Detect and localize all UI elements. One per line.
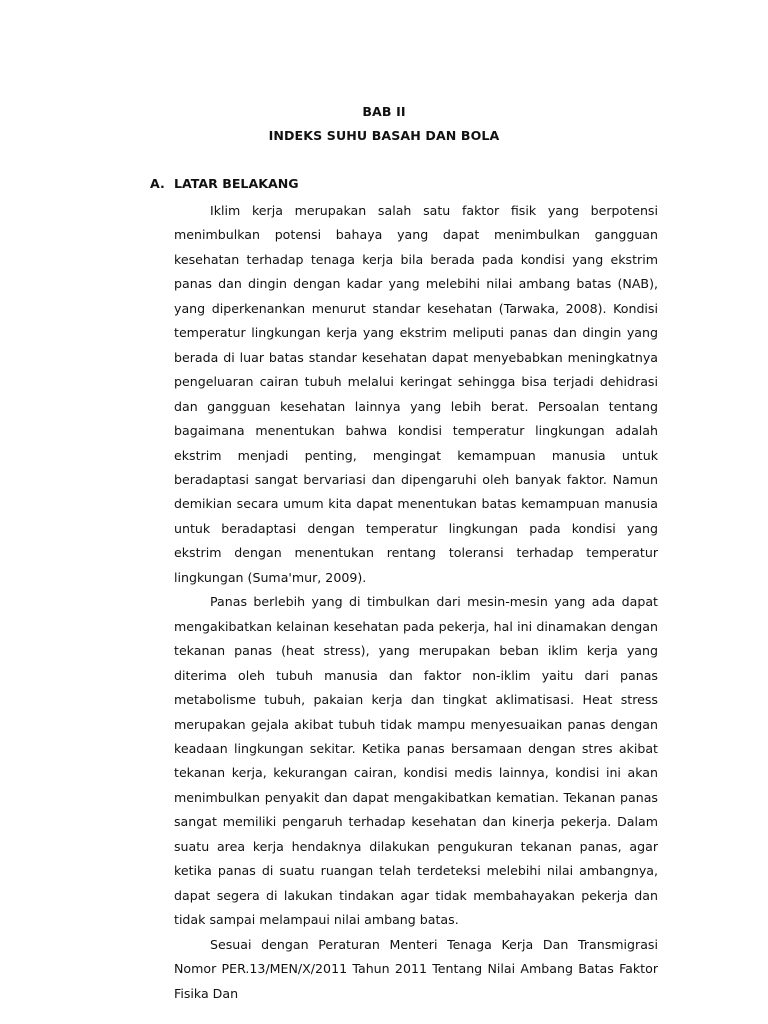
paragraph: Iklim kerja merupakan salah satu faktor fisik yang berpotensi menimbulkan potensi bahaya yang dapat menimbulkan gangguan kesehatan terhadap tenaga kerja bila berada pada kondisi yang ekstrim panas dan dingin dengan kadar yang melebihi nilai ambang batas (NAB), yang diperkenankan menurut standar kesehatan (Tarwaka, 2008). Kondisi temperatur lingkungan kerja yang ekstrim meliputi panas dan dingin yang berada di luar batas standar kesehatan dapat menyebabkan meningkatnya pengeluaran cairan tubuh melalui keringat sehingga bisa terjadi dehidrasi dan gangguan kesehatan lainnya yang lebih berat. Persoalan tentang bagaimana menentukan bahwa kondisi temperatur lingkungan adalah ekstrim menjadi penting, mengingat kemampuan manusia untuk beradaptasi sangat bervariasi dan dipengaruhi oleh banyak faktor. Namun demikian secara umum kita dapat menentukan batas kemampuan manusia untuk beradaptasi dengan temperatur lingkungan pada kondisi yang ekstrim dengan menentukan rentang toleransi terhadap temperatur lingkungan (Suma'mur, 2009).: [174, 203, 658, 585]
paragraph: Sesuai dengan Peraturan Menteri Tenaga Kerja Dan Transmigrasi Nomor PER.13/MEN/X/2011 Tahun 2011 Tentang Nilai Ambang Batas Faktor Fisika Dan: [174, 936, 658, 1001]
section-letter: A.: [150, 176, 165, 191]
body-text: [174, 199, 658, 1006]
paragraph: Panas berlebih yang di timbulkan dari mesin-mesin yang ada dapat mengakibatkan kelainan kesehatan pada pekerja, hal ini dinamakan dengan tekanan panas (heat stress), yang merupakan beban iklim kerja yang diterima oleh tubuh manusia dan faktor non-iklim yaitu dari panas metabolisme tubuh, pakaian kerja dan tingkat aklimatisasi. Heat stress merupakan gejala akibat tubuh tidak mampu menyesuaikan panas dengan keadaan lingkungan sekitar. Ketika panas bersamaan dengan stres akibat tekanan kerja, kekurangan cairan, kondisi medis lainnya, kondisi ini akan menimbulkan penyakit dan dapat mengakibatkan kematian. Tekanan panas sangat memiliki pengaruh terhadap kesehatan dan kinerja pekerja. Dalam suatu area kerja hendaknya dilakukan pengukuran tekanan panas, agar ketika panas di suatu ruangan telah terdeteksi melebihi nilai ambangnya, dapat segera di lakukan tindakan agar tidak membahayakan pekerja dan tidak sampai melampaui nilai ambang batas.: [174, 594, 658, 928]
chapter-title: INDEKS SUHU BASAH DAN BOLA: [268, 128, 500, 143]
chapter-heading: BAB II: [362, 104, 406, 119]
section-heading-text: LATAR BELAKANG: [174, 176, 299, 191]
section-heading: [150, 176, 299, 191]
